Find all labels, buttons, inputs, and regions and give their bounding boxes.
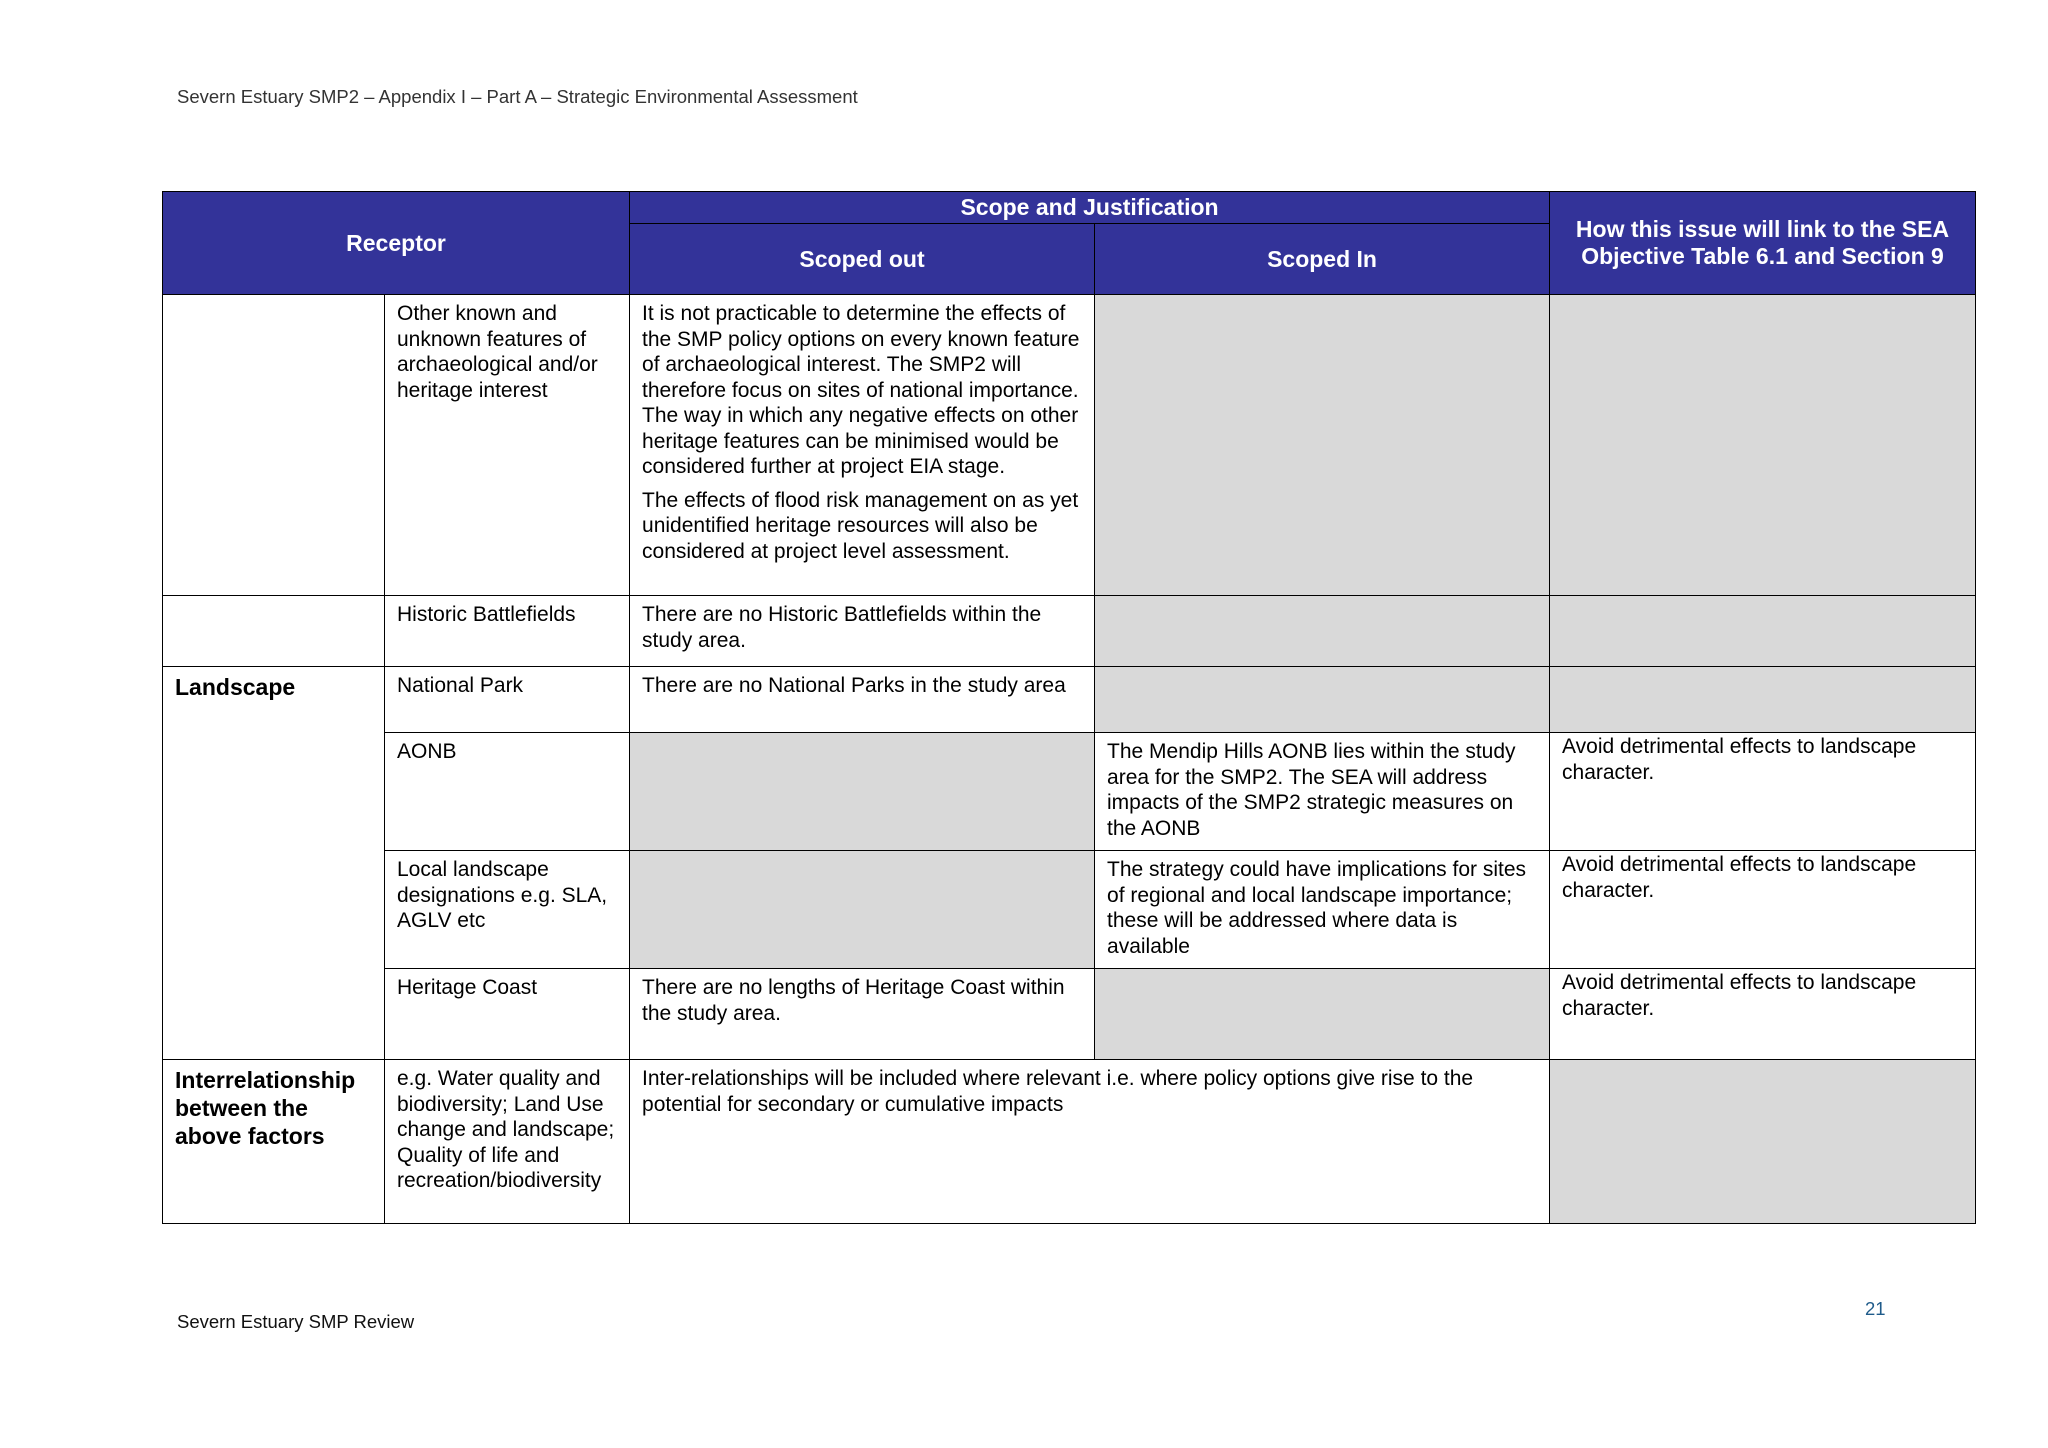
scoped-out-cell: There are no Historic Battlefields within the study area.	[630, 596, 1095, 667]
feature-cell: Local landscape designations e.g. SLA, AGLV etc	[385, 851, 630, 969]
scope-merged-cell: Inter-relationships will be included where relevant i.e. where policy options give rise to the potential for secondary or cumulative impacts	[630, 1060, 1550, 1224]
table-row	[163, 1060, 1976, 1224]
feature-cell: AONB	[385, 733, 630, 851]
scoped-in-cell	[1095, 295, 1550, 596]
scope-justification-header: Scope and Justification	[630, 192, 1550, 224]
scoped-in-cell	[1095, 969, 1550, 1060]
feature-cell: Heritage Coast	[385, 969, 630, 1060]
link-cell	[1550, 596, 1976, 667]
category-cell-interrelationship: Interrelationship between the above factors	[163, 1060, 385, 1224]
table-row	[163, 969, 1976, 1060]
feature-cell: Historic Battlefields	[385, 596, 630, 667]
scoped-out-cell	[630, 733, 1095, 851]
page-header: Severn Estuary SMP2 – Appendix I – Part A – Strategic Environmental Assessment	[177, 86, 858, 107]
sea-scoping-table	[162, 191, 1976, 1224]
scoped-in-cell	[1095, 596, 1550, 667]
link-cell: Avoid detrimental effects to landscape character.	[1550, 733, 1976, 851]
table-row	[163, 596, 1976, 667]
scoped-in-header: Scoped In	[1095, 224, 1550, 295]
scoped-in-cell: The strategy could have implications for sites of regional and local landscape importance; these will be addressed where data is available	[1095, 851, 1550, 969]
category-cell	[163, 295, 385, 596]
table-row	[163, 851, 1976, 969]
scoped-out-paragraph: It is not practicable to determine the effects of the SMP policy options on every known feature of archaeological interest. The SMP2 will therefore focus on sites of national importance. The way in which any negative effects on other heritage features can be minimised would be considered further at project EIA stage.	[642, 302, 1080, 478]
feature-cell: Other known and unknown features of archaeological and/or heritage interest	[385, 295, 630, 596]
page-number: 21	[1865, 1298, 1886, 1319]
scoped-in-cell	[1095, 667, 1550, 733]
link-cell	[1550, 667, 1976, 733]
scoped-out-cell: There are no lengths of Heritage Coast within the study area.	[630, 969, 1095, 1060]
table-row	[163, 667, 1976, 733]
table-row	[163, 733, 1976, 851]
scoped-out-cell: There are no National Parks in the study area	[630, 667, 1095, 733]
scoped-out-paragraph: The effects of flood risk management on as yet unidentified heritage resources will also be considered at project level assessment.	[642, 488, 1079, 563]
scoped-out-cell	[630, 295, 1095, 596]
scoped-out-header: Scoped out	[630, 224, 1095, 295]
link-cell: Avoid detrimental effects to landscape character.	[1550, 851, 1976, 969]
link-cell	[1550, 295, 1976, 596]
feature-cell: e.g. Water quality and biodiversity; Land Use change and landscape; Quality of life and recreation/biodiversity	[385, 1060, 630, 1224]
receptor-header: Receptor	[163, 192, 630, 295]
link-cell	[1550, 1060, 1976, 1224]
scoped-in-cell: The Mendip Hills AONB lies within the study area for the SMP2. The SEA will address impacts of the SMP2 strategic measures on the AONB	[1095, 733, 1550, 851]
table-header-row	[163, 192, 1976, 224]
page-footer: Severn Estuary SMP Review	[177, 1311, 415, 1332]
scoped-out-cell	[630, 851, 1095, 969]
table-row	[163, 295, 1976, 596]
sea-objective-link-header: How this issue will link to the SEA Objective Table 6.1 and Section 9	[1550, 192, 1976, 295]
category-cell-landscape: Landscape	[163, 667, 385, 1060]
feature-cell: National Park	[385, 667, 630, 733]
category-cell	[163, 596, 385, 667]
link-cell: Avoid detrimental effects to landscape character.	[1550, 969, 1976, 1060]
